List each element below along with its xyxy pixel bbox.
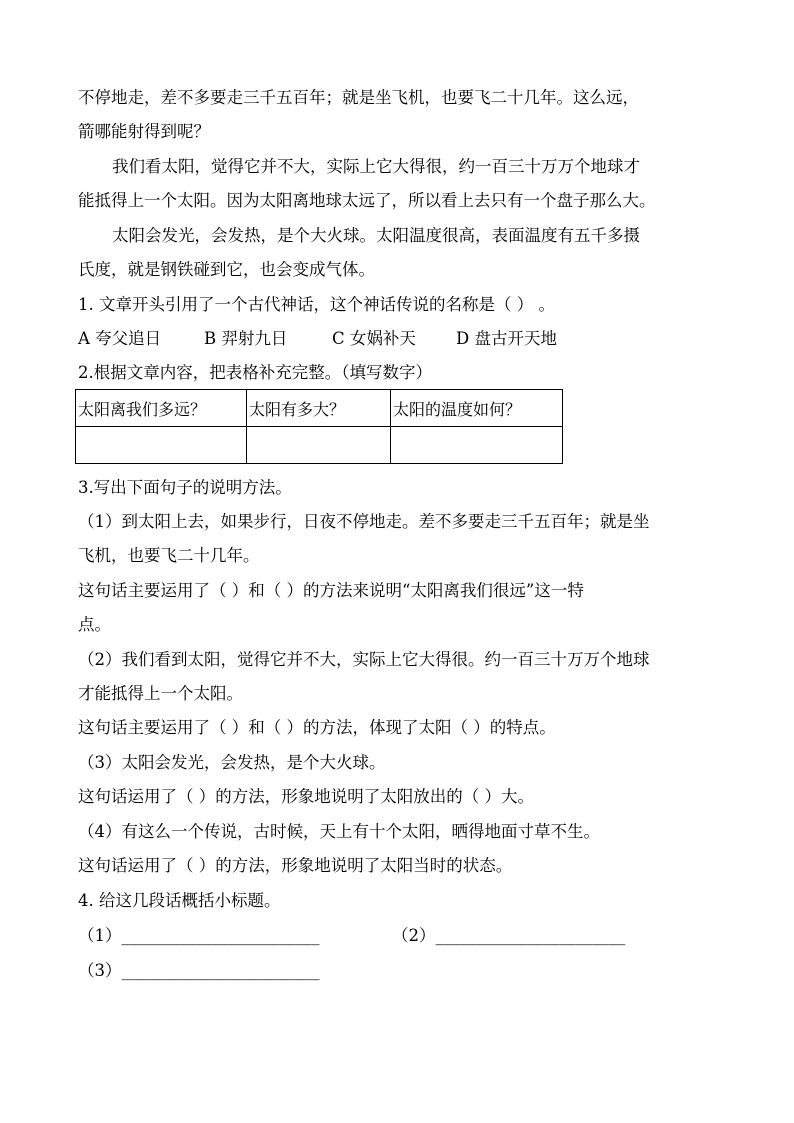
answer-2-line: 这句话主要运用了（ ）和（ ）的方法，体现了太阳（ ）的特点。: [78, 718, 556, 737]
answer-1-line: 这句话主要运用了（ ）和（ ）的方法来说明“太阳离我们很远”这一特: [78, 581, 584, 600]
title-blank-3[interactable]: （3）________________________: [78, 961, 320, 980]
paragraph-line: 能抵得上一个太阳。因为太阳离地球太远了，所以看上去只有一个盘子那么大。: [78, 191, 656, 210]
sentence-3-line: （3）太阳会发光，会发热，是个大火球。: [78, 753, 386, 772]
paragraph-line: 我们看太阳，觉得它并不大，实际上它大得很，约一百三十万万个地球才: [112, 157, 640, 176]
option-c: C 女娲补天: [332, 329, 416, 348]
table-header-size: 太阳有多大？: [247, 390, 391, 427]
sentence-2-line: 才能抵得上一个太阳。: [78, 684, 243, 703]
answer-cell-size[interactable]: [247, 427, 391, 464]
option-b: B 羿射九日: [204, 329, 288, 348]
question-2-stem: 2.根据文章内容，把表格补充完整。（填写数字）: [78, 363, 432, 382]
answer-3-line: 这句话运用了（ ）的方法，形象地说明了太阳放出的（ ）大。: [78, 787, 534, 806]
paragraph-line: 箭哪能射得到呢？: [78, 122, 210, 141]
option-a: A 夸父追日: [78, 329, 162, 348]
answer-1-line: 点。: [78, 615, 111, 634]
title-blank-1[interactable]: （1）________________________: [78, 926, 320, 945]
sentence-2-line: （2）我们看到太阳，觉得它并不大，实际上它大得很。约一百三十万万个地球: [78, 650, 650, 669]
table-header-distance: 太阳离我们多远？: [76, 390, 247, 427]
title-blank-2[interactable]: （2）_______________________: [392, 926, 626, 945]
answer-4-line: 这句话运用了（ ）的方法，形象地说明了太阳当时的状态。: [78, 856, 513, 875]
paragraph-line: 太阳会发光，会发热，是个大火球。太阳温度很高，表面温度有五千多摄: [112, 226, 640, 245]
paragraph-line: 不停地走，差不多要走三千五百年；就是坐飞机，也要飞二十几年。这么远，: [78, 88, 639, 107]
option-d: D 盘古开天地: [456, 329, 557, 348]
sentence-1-line: （1）到太阳上去，如果步行，日夜不停地走。差不多要走三千五百年；就是坐: [78, 512, 650, 531]
sentence-4-line: （4）有这么一个传说，古时候，天上有十个太阳，晒得地面寸草不生。: [78, 822, 600, 841]
sentence-1-line: 飞机，也要飞二十几年。: [78, 546, 260, 565]
paragraph-line: 氏度，就是钢铁碰到它，也会变成气体。: [78, 260, 375, 279]
table-header-temperature: 太阳的温度如何？: [391, 390, 563, 427]
question-4-stem: 4. 给这几段话概括小标题。: [78, 891, 281, 910]
answer-table: [75, 389, 563, 464]
question-1-options: [78, 328, 557, 350]
answer-cell-temperature[interactable]: [391, 427, 563, 464]
question-3-stem: 3.写出下面句子的说明方法。: [78, 478, 292, 497]
answer-cell-distance[interactable]: [76, 427, 247, 464]
question-1-stem: 1. 文章开头引用了一个古代神话，这个神话传说的名称是（ ） 。: [78, 295, 555, 314]
